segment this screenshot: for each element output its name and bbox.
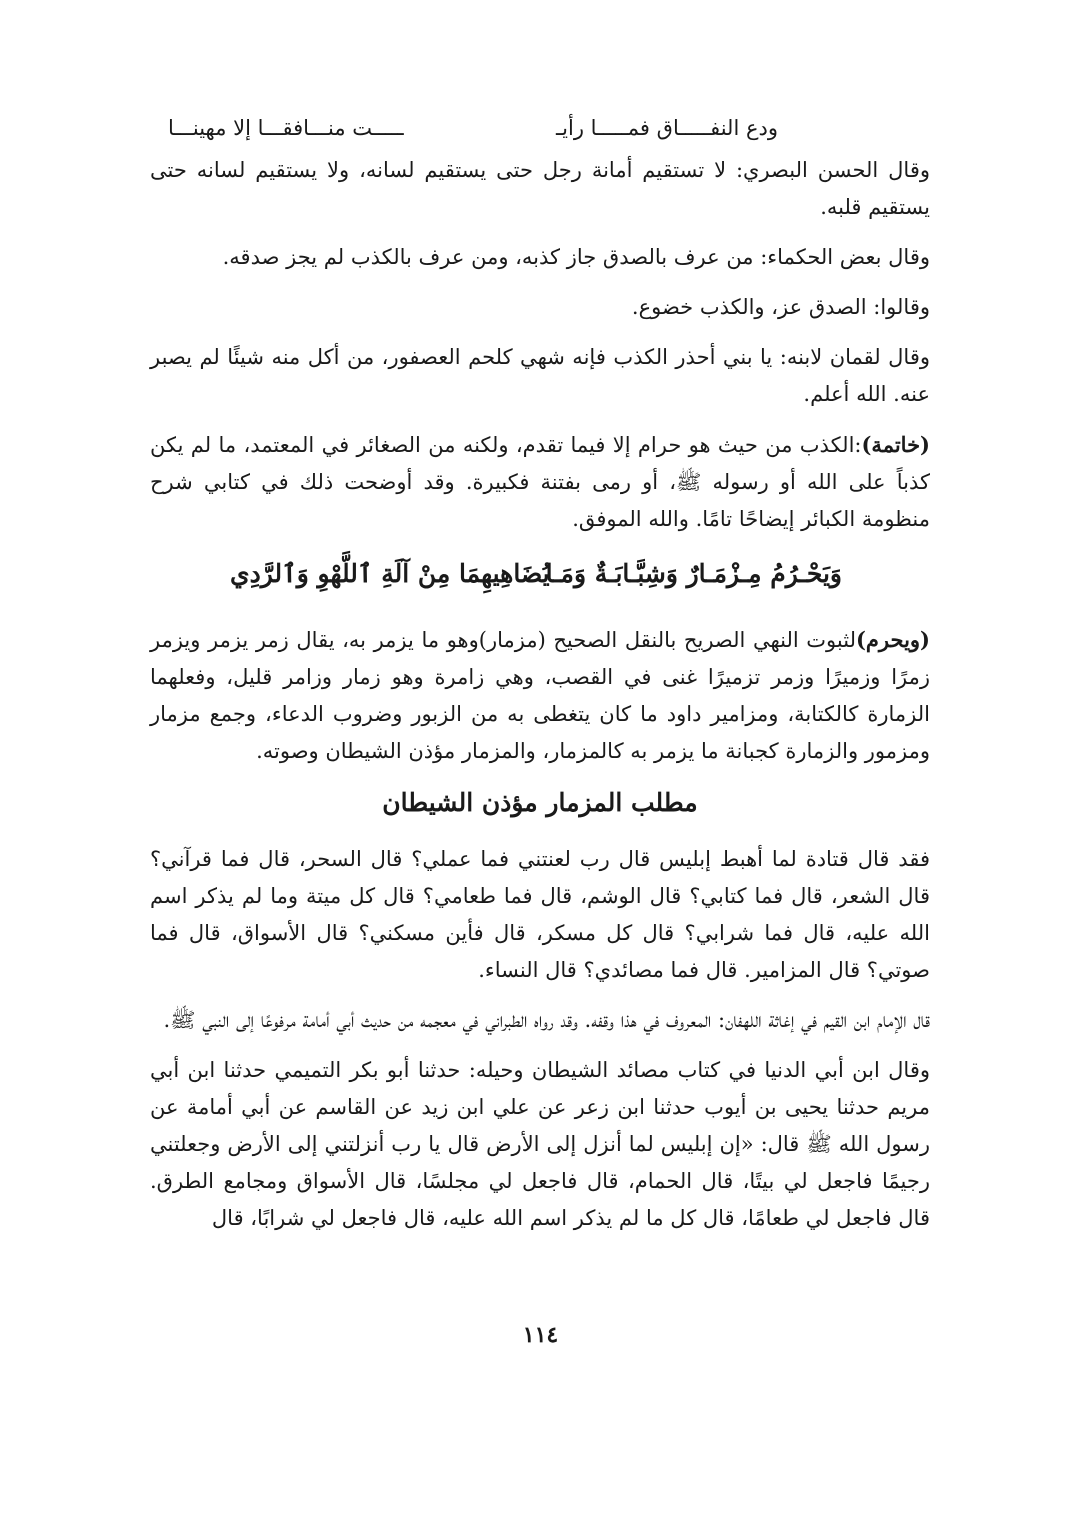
conclusion-label: (خاتمة) bbox=[861, 432, 930, 457]
paragraph-explanation bbox=[150, 621, 930, 770]
explanation-label: (ويحرم) bbox=[855, 627, 930, 652]
paragraph-hasan-basri: وقال الحسن البصري: لا تستقيم أمانة رجل حتى يستقيم لسانه، ولا يستقيم لسانه حتى يستقيم قلبه. bbox=[150, 158, 930, 219]
page-body bbox=[150, 108, 930, 1250]
verse-top-right-hemistich: ودع النفـــــاق فمـــــا رأيـ bbox=[555, 116, 778, 140]
poem-verse bbox=[150, 551, 930, 611]
paragraph-sidq: وقالوا: الصدق عز، والكذب خضوع. bbox=[631, 295, 930, 319]
poem-left-hemistich: يُضَاهِيهِمَا مِنْ آلَةِ ٱللَّهْوِ وَٱلرَّدِي bbox=[230, 559, 550, 588]
section-title: مطلب المزمار مؤذن الشيطان bbox=[382, 788, 698, 817]
paragraph-conclusion bbox=[150, 426, 930, 538]
verse-top-left-hemistich: ـــــت منـــافقـــا إلا مهينـــا bbox=[168, 116, 404, 140]
poem-right-hemistich: وَيَحْـرُمُ مِـزْمَـارٌ وَشِبَّـابَـةٌ وَمَـا bbox=[545, 559, 842, 588]
paragraph-luqman: وقال لقمان لابنه: يا بني أحذر الكذب فإنه شهي كلحم العصفور، من أكل منه شيئًا لم يصبر عنه. الله أعلم. bbox=[150, 345, 930, 406]
verse-top bbox=[150, 108, 930, 152]
paragraph-ibn-qayyim: قال الإمام ابن القيم في إغاثة اللهفان: المعروف في هذا وقفه. وقد رواه الطبراني في معجمه من حديث أبي أمامة مرفوعًا إلى النبي ﷺ. bbox=[163, 1008, 930, 1032]
paragraph-hukama: وقال بعض الحكماء: من عرف بالصدق جاز كذبه، ومن عرف بالكذب لم يجز صدقه. bbox=[222, 245, 930, 269]
paragraph-ibn-abi-dunya: وقال ابن أبي الدنيا في كتاب مصائد الشيطان وحيله: حدثنا أبو بكر التميمي حدثنا ابن أبي مريم حدثنا يحيى بن أيوب حدثنا ابن زعر عن علي ابن زيد عن القاسم عن أبي أمامة عن رسول الله ﷺ قال: «إن إبليس لما أنزل إلى الأرض قال يا رب أنزلتني إلى الأرض وجعلتني رجيمًا فاجعل لي بيتًا، قال الحمام، قال فاجعل لي مجلسًا، قال الأسواق ومجامع الطرق. قال فاجعل لي طعامًا، قال كل ما لم يذكر اسم الله عليه، قال فاجعل لي شرابًا، قال bbox=[150, 1058, 930, 1230]
page-number: ١١٤ bbox=[522, 1322, 559, 1348]
conclusion-text: :الكذب من حيث هو حرام إلا فيما تقدم، ولكنه من الصغائر في المعتمد، ما لم يكن كذباً على الله أو رسوله ﷺ، أو رمى بفتنة فكبيرة. وقد أوضحت ذلك في كتابي شرح منظومة الكبائر إيضاحًا تامًا. والله الموفق. bbox=[150, 433, 930, 531]
explanation-text: لثبوت النهي الصريح بالنقل الصحيح (مزمار)وهو ما يزمر به، يقال زمر يزمر ويزمر زمرًا وزميرًا وزمر تزميرًا غنى في القصب، وهي زامرة وهو زمار وزامر قليل، وفعلهما الزمارة كالكتابة، ومزامير داود ما كان يتغطى به من الزبور وضروب الدعاء، وجمع مزمار ومزمور والزمارة كجبانة ما يزمر به كالمزمار، والمزمار مؤذن الشيطان وصوته. bbox=[150, 628, 930, 763]
paragraph-qatada: فقد قال قتادة لما أهبط إبليس قال رب لعنتني فما عملي؟ قال السحر، قال فما قرآني؟ قال الشعر، قال فما كتابي؟ قال الوشم، قال فما طعامي؟ قال كل ميتة وما لم يذكر اسم الله عليه، قال فما شرابي؟ قال كل مسكر، قال فأين مسكني؟ قال الأسواق، قال فما صوتي؟ قال المزامير. قال فما مصائدي؟ قال النساء. bbox=[150, 847, 930, 982]
